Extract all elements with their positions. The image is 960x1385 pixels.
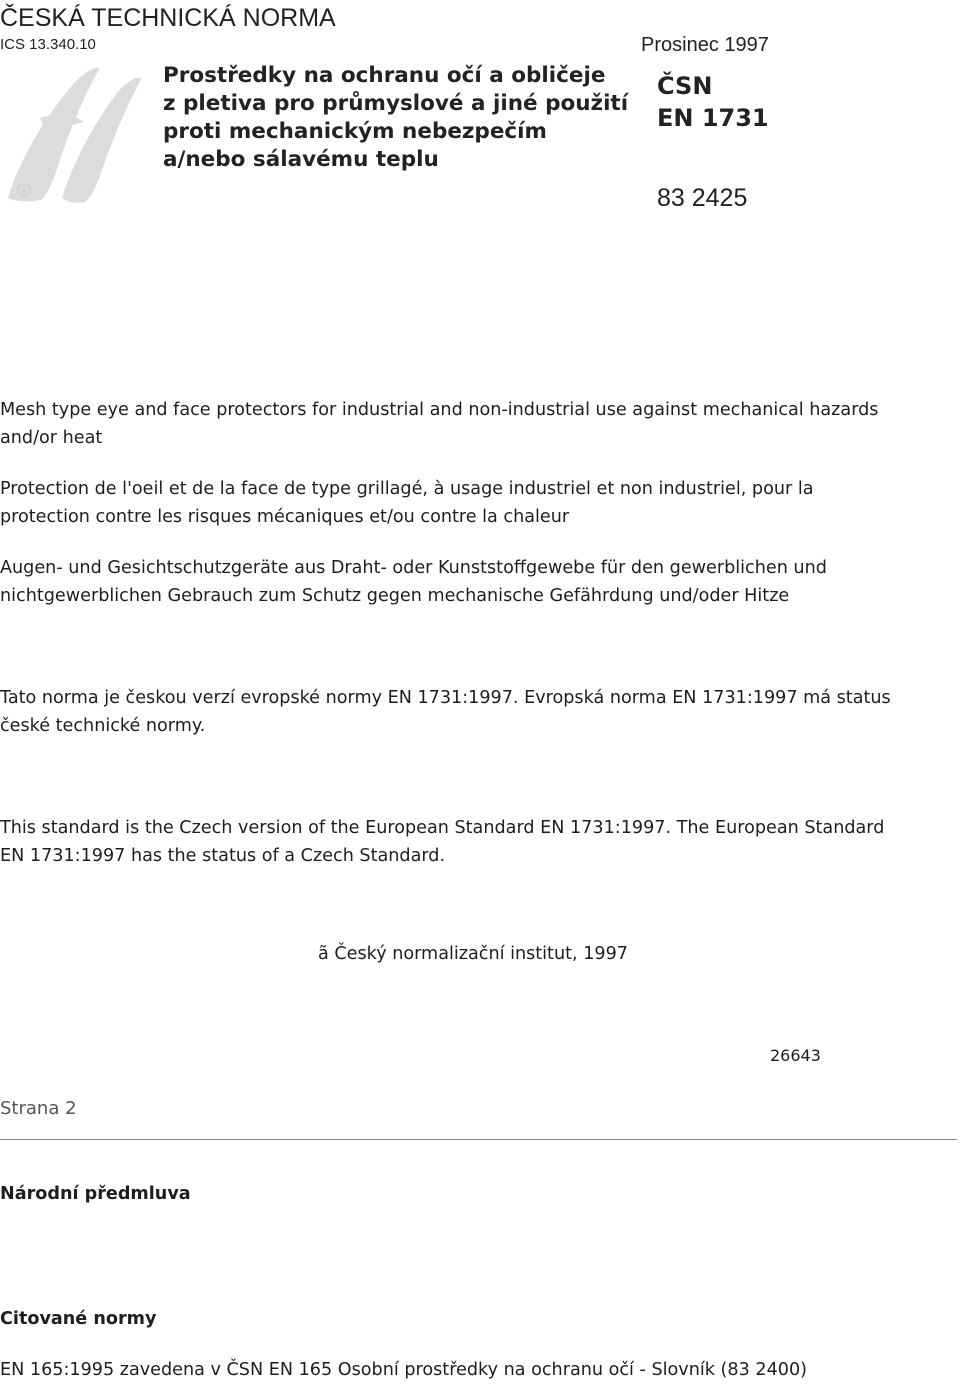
section-heading-foreword: Národní předmluva bbox=[0, 1184, 191, 1204]
title-line: a/nebo sálavému teplu bbox=[163, 147, 439, 172]
title-line: z pletiva pro průmyslové a jiné použití bbox=[163, 91, 629, 116]
paragraph-line: EN 1731:1997 has the status of a Czech Standard. bbox=[0, 846, 446, 866]
paragraph-line: české technické normy. bbox=[0, 716, 206, 736]
paragraph-line: Augen- und Gesichtschutzgeräte aus Draht- oder Kunststoffgewebe für den gewerblichen und bbox=[0, 558, 827, 578]
classification-number: 83 2425 bbox=[657, 184, 748, 212]
paragraph-line: nichtgewerblichen Gebrauch zum Schutz gegen mechanische Gefährdung und/oder Hitze bbox=[0, 586, 790, 606]
title-line: proti mechanickým nebezpečím bbox=[163, 119, 547, 144]
title-french bbox=[0, 475, 958, 531]
paragraph-line: Mesh type eye and face protectors for industrial and non-industrial use against mechanical hazards bbox=[0, 400, 879, 420]
status-czech bbox=[0, 684, 958, 740]
cited-standard-entry: EN 165:1995 zavedena v ČSN EN 165 Osobní prostředky na ochranu očí - Slovník (83 2400) bbox=[0, 1360, 808, 1380]
publication-date: Prosinec 1997 bbox=[641, 34, 769, 56]
document-number: 26643 bbox=[770, 1046, 821, 1065]
ics-code: ICS 13.340.10 bbox=[0, 36, 96, 53]
paragraph-line: protection contre les risques mécaniques et/ou contre la chaleur bbox=[0, 507, 570, 527]
title-line: Prostředky na ochranu očí a obličeje bbox=[163, 63, 606, 88]
page-number: Strana 2 bbox=[0, 1098, 77, 1119]
standards-institute-logo-icon bbox=[0, 48, 150, 208]
title-german bbox=[0, 554, 958, 610]
designation-number: EN 1731 bbox=[657, 104, 769, 132]
paragraph-line: Tato norma je českou verzí evropské normy EN 1731:1997. Evropská norma EN 1731:1997 má status bbox=[0, 688, 891, 708]
section-heading-cited-standards: Citované normy bbox=[0, 1309, 157, 1329]
status-english bbox=[0, 814, 958, 870]
paragraph-line: This standard is the Czech version of the European Standard EN 1731:1997. The European Standard bbox=[0, 818, 885, 838]
paragraph-line: and/or heat bbox=[0, 428, 103, 448]
title-english bbox=[0, 396, 958, 452]
paragraph-line: Protection de l'oeil et de la face de type grillagé, à usage industriel et non industriel, pour la bbox=[0, 479, 814, 499]
standard-designation bbox=[657, 70, 769, 134]
copyright-notice: ã Český normalizační institut, 1997 bbox=[318, 944, 628, 964]
page-divider bbox=[0, 1139, 957, 1140]
header-title: ČESKÁ TECHNICKÁ NORMA bbox=[0, 4, 336, 32]
document-title-czech bbox=[163, 62, 628, 174]
designation-prefix: ČSN bbox=[657, 72, 713, 100]
svg-text:®: ® bbox=[20, 187, 28, 196]
